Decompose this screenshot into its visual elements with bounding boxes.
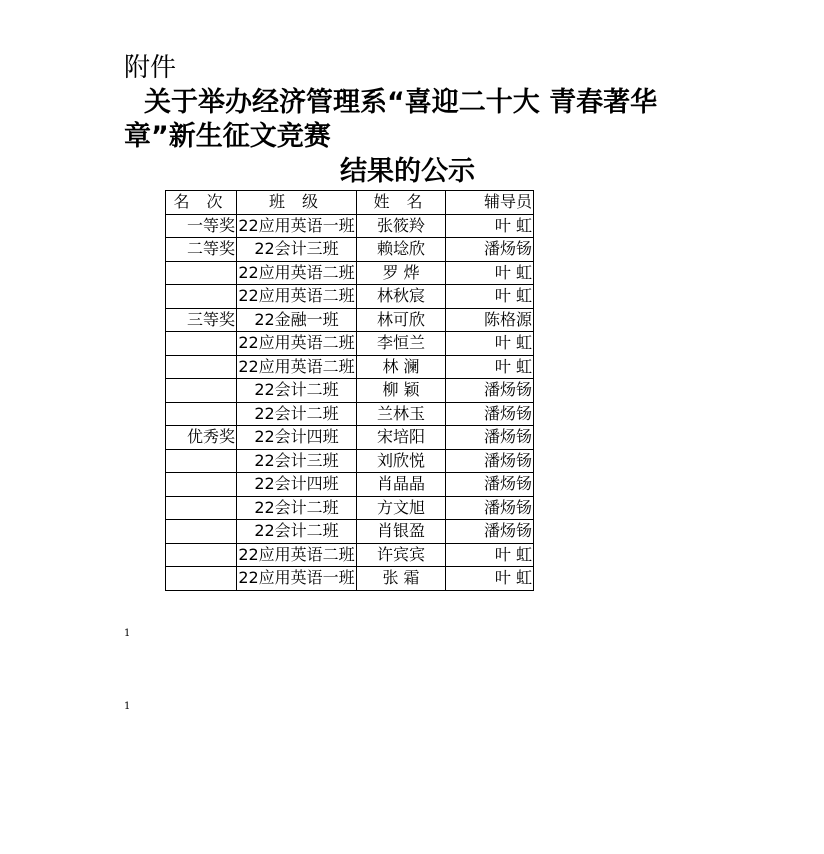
- cell-advisor: 叶 虹: [446, 567, 534, 591]
- cell-advisor: 潘炀钖: [446, 520, 534, 544]
- cell-rank: 一等奖: [166, 214, 237, 238]
- cell-name: 罗 烨: [357, 261, 446, 285]
- cell-advisor: 潘炀钖: [446, 473, 534, 497]
- cell-rank: [166, 543, 237, 567]
- cell-rank: [166, 567, 237, 591]
- cell-name: 张 霜: [357, 567, 446, 591]
- cell-advisor: 潘炀钖: [446, 238, 534, 262]
- cell-advisor: 潘炀钖: [446, 496, 534, 520]
- cell-name: 兰林玉: [357, 402, 446, 426]
- cell-advisor: 叶 虹: [446, 355, 534, 379]
- cell-name: 许宾宾: [357, 543, 446, 567]
- cell-class: 22金融一班: [237, 308, 357, 332]
- cell-advisor: 叶 虹: [446, 261, 534, 285]
- cell-name: 赖埝欣: [357, 238, 446, 262]
- cell-advisor: 叶 虹: [446, 214, 534, 238]
- cell-rank: [166, 332, 237, 356]
- cell-name: 肖晶晶: [357, 473, 446, 497]
- table-row: [166, 355, 534, 379]
- header-name: 姓 名: [357, 191, 446, 215]
- cell-class: 22应用英语二班: [237, 543, 357, 567]
- cell-rank: [166, 473, 237, 497]
- cell-rank: [166, 520, 237, 544]
- table-row: [166, 402, 534, 426]
- cell-name: 林秋宸: [357, 285, 446, 309]
- cell-name: 肖银盈: [357, 520, 446, 544]
- table-row: [166, 426, 534, 450]
- cell-advisor: 陈格源: [446, 308, 534, 332]
- cell-name: 柳 颖: [357, 379, 446, 403]
- table-body: [166, 214, 534, 590]
- cell-class: 22应用英语一班: [237, 567, 357, 591]
- cell-class: 22应用英语二班: [237, 332, 357, 356]
- attachment-label: 附件: [124, 53, 177, 83]
- cell-class: 22会计四班: [237, 426, 357, 450]
- table-row: [166, 543, 534, 567]
- cell-name: 张筱羚: [357, 214, 446, 238]
- cell-name: 方文旭: [357, 496, 446, 520]
- cell-rank: 三等奖: [166, 308, 237, 332]
- table-row: [166, 379, 534, 403]
- cell-rank: 优秀奖: [166, 426, 237, 450]
- cell-class: 22会计二班: [237, 520, 357, 544]
- cell-class: 22应用英语二班: [237, 355, 357, 379]
- cell-advisor: 叶 虹: [446, 285, 534, 309]
- cell-rank: 二等奖: [166, 238, 237, 262]
- cell-name: 宋培阳: [357, 426, 446, 450]
- footnote-marker: 1: [124, 628, 131, 639]
- header-class: 班 级: [237, 191, 357, 215]
- cell-advisor: 潘炀钖: [446, 449, 534, 473]
- cell-rank: [166, 355, 237, 379]
- cell-advisor: 叶 虹: [446, 332, 534, 356]
- cell-class: 22会计二班: [237, 379, 357, 403]
- cell-class: 22会计二班: [237, 402, 357, 426]
- table-row: [166, 238, 534, 262]
- table-row: [166, 214, 534, 238]
- cell-class: 22会计四班: [237, 473, 357, 497]
- cell-rank: [166, 379, 237, 403]
- document-subtitle: 结果的公示: [340, 156, 475, 187]
- cell-name: 刘欣悦: [357, 449, 446, 473]
- table-row: [166, 285, 534, 309]
- cell-rank: [166, 285, 237, 309]
- document-title: 关于举办经济管理系“喜迎二十大 青春著华章”新生征文竞赛: [124, 87, 658, 152]
- cell-rank: [166, 261, 237, 285]
- cell-class: 22应用英语一班: [237, 214, 357, 238]
- cell-advisor: 潘炀钖: [446, 426, 534, 450]
- cell-advisor: 叶 虹: [446, 543, 534, 567]
- cell-rank: [166, 402, 237, 426]
- results-table: [165, 190, 534, 591]
- table-row: [166, 261, 534, 285]
- table-row: [166, 308, 534, 332]
- table-row: [166, 332, 534, 356]
- cell-name: 林可欣: [357, 308, 446, 332]
- table-row: [166, 520, 534, 544]
- cell-advisor: 潘炀钖: [446, 379, 534, 403]
- cell-rank: [166, 449, 237, 473]
- cell-advisor: 潘炀钖: [446, 402, 534, 426]
- table-row: [166, 449, 534, 473]
- cell-class: 22应用英语二班: [237, 261, 357, 285]
- header-advisor: 辅导员: [446, 191, 534, 215]
- cell-class: 22会计三班: [237, 238, 357, 262]
- cell-class: 22会计二班: [237, 496, 357, 520]
- header-rank: 名 次: [166, 191, 237, 215]
- footnote-marker: 1: [124, 701, 131, 712]
- cell-class: 22会计三班: [237, 449, 357, 473]
- cell-rank: [166, 496, 237, 520]
- cell-name: 李恒兰: [357, 332, 446, 356]
- table-row: [166, 496, 534, 520]
- table-row: [166, 473, 534, 497]
- cell-name: 林 澜: [357, 355, 446, 379]
- table-row: [166, 567, 534, 591]
- table-header-row: [166, 191, 534, 215]
- cell-class: 22应用英语二班: [237, 285, 357, 309]
